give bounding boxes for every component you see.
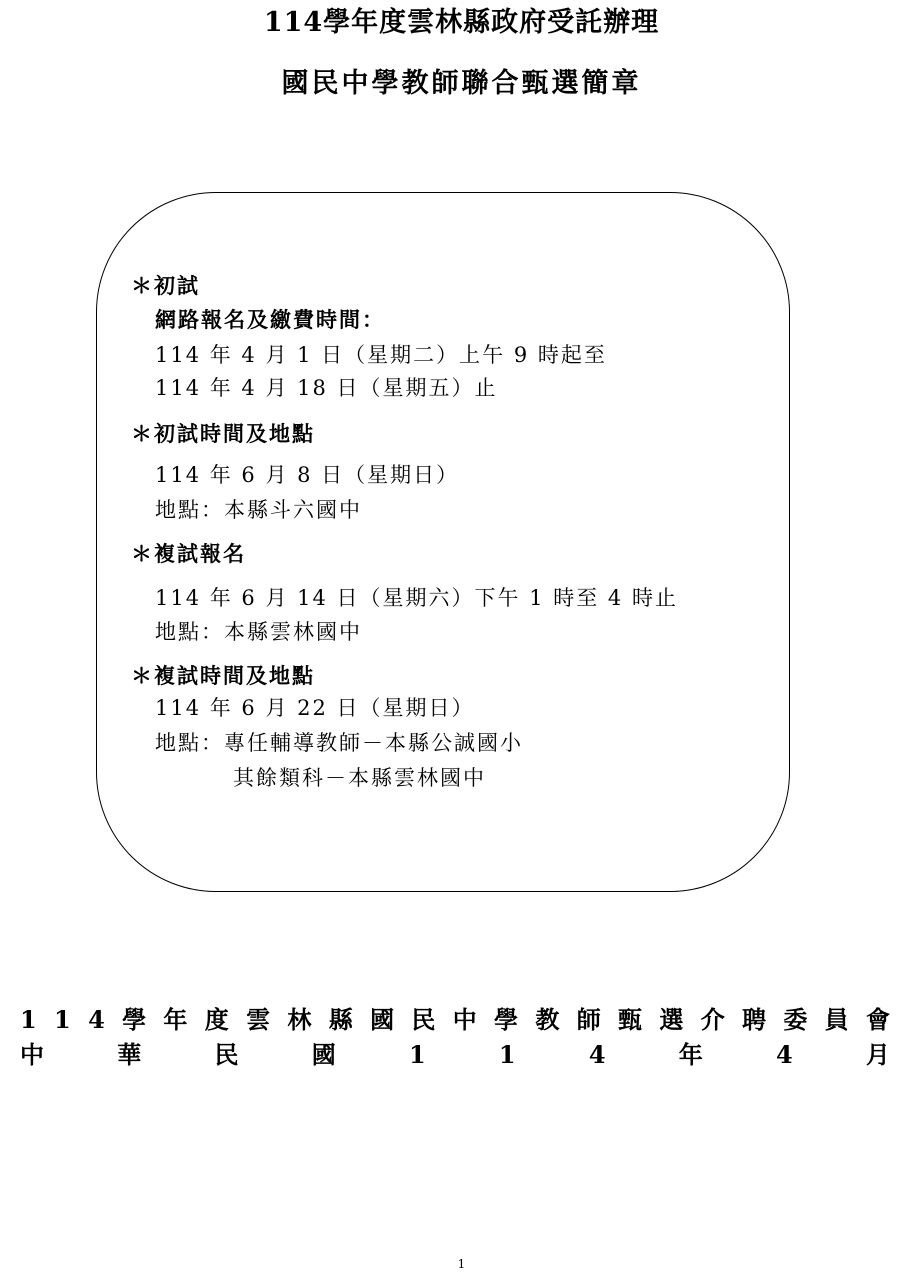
- footer-char: 選: [659, 1005, 684, 1034]
- date-char: 中: [20, 1040, 44, 1069]
- date-char: 4: [775, 1040, 793, 1069]
- footer-char: 員: [824, 1005, 849, 1034]
- signature-date: [20, 1040, 890, 1070]
- date-char: 國: [311, 1040, 336, 1069]
- footer-char: 聘: [742, 1005, 767, 1034]
- registration-end: 114 年 4 月 18 日（星期五）止: [155, 376, 498, 400]
- footer-char: 中: [452, 1005, 477, 1034]
- committee-signature: [20, 1005, 890, 1035]
- footer-char: 委: [783, 1005, 808, 1034]
- preliminary-time-heading: ＊初試時間及地點: [131, 421, 315, 446]
- retest-registration-location: 地點：本縣雲林國中: [155, 620, 362, 644]
- retest-registration-time: 114 年 6 月 14 日（星期六）下午 1 時至 4 時止: [155, 586, 678, 610]
- footer-char: 縣: [328, 1005, 353, 1034]
- date-char: 年: [678, 1040, 703, 1069]
- footer-char: 雲: [246, 1005, 271, 1034]
- preliminary-heading: ＊初試: [131, 273, 200, 298]
- footer-char: 民: [411, 1005, 436, 1034]
- footer-char: 教: [535, 1005, 560, 1034]
- date-char: 1: [408, 1040, 426, 1069]
- retest-registration-heading: ＊複試報名: [131, 541, 246, 566]
- footer-char: 學: [494, 1005, 519, 1034]
- retest-location-others: 其餘類科－本縣雲林國中: [233, 766, 486, 790]
- footer-char: 介: [700, 1005, 725, 1034]
- online-registration-label: 網路報名及繳費時間：: [155, 307, 385, 332]
- document-title-line2: 國民中學教師聯合甄選簡章: [281, 68, 642, 99]
- footer-char: 林: [287, 1005, 312, 1034]
- footer-char: 甄: [618, 1005, 643, 1034]
- retest-time-heading: ＊複試時間及地點: [131, 663, 315, 688]
- footer-char: 國: [370, 1005, 395, 1034]
- footer-char: 4: [88, 1005, 105, 1034]
- preliminary-date: 114 年 6 月 8 日（星期日）: [155, 463, 460, 487]
- date-char: 1: [498, 1040, 516, 1069]
- preliminary-location: 地點：本縣斗六國中: [155, 498, 362, 522]
- date-char: 華: [117, 1040, 142, 1069]
- date-char: 民: [214, 1040, 239, 1069]
- registration-start: 114 年 4 月 1 日（星期二）上午 9 時起至: [155, 343, 607, 367]
- footer-char: 年: [163, 1005, 188, 1034]
- footer-char: 會: [866, 1005, 890, 1034]
- footer-char: 師: [576, 1005, 601, 1034]
- retest-date: 114 年 6 月 22 日（星期日）: [155, 696, 475, 720]
- footer-char: 學: [122, 1005, 147, 1034]
- document-title-line1: 114學年度雲林縣政府受託辦理: [263, 7, 660, 38]
- footer-char: 1: [20, 1005, 37, 1034]
- date-char: 4: [588, 1040, 606, 1069]
- page-number: 1: [457, 1257, 466, 1271]
- date-char: 月: [865, 1040, 890, 1069]
- retest-location-counseling: 地點：專任輔導教師－本縣公誠國小: [155, 731, 523, 755]
- footer-char: 度: [204, 1005, 229, 1034]
- footer-char: 1: [54, 1005, 71, 1034]
